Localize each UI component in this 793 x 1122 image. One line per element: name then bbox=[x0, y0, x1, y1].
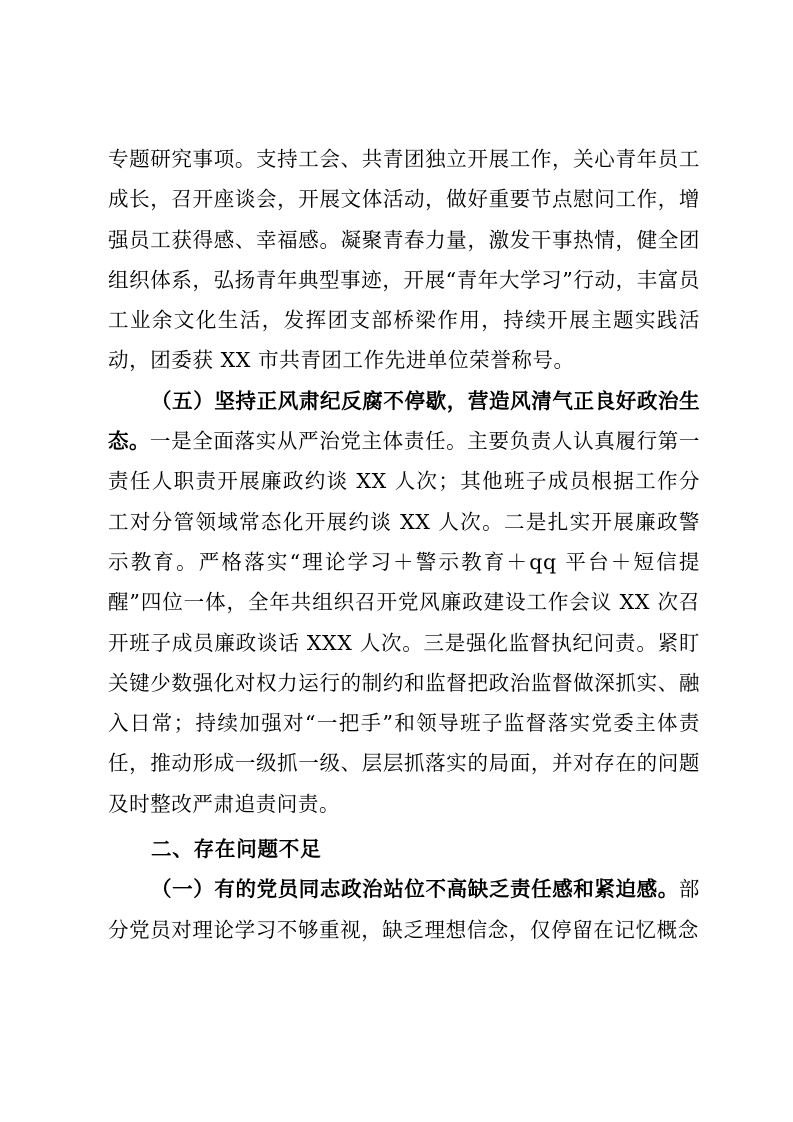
paragraph-problem-one bbox=[108, 869, 700, 950]
paragraph-integrity-heading: （五）坚持正风肃纪反腐不停歇，营造风清气正良好政治生态。 bbox=[108, 388, 700, 454]
section-heading-problems: 二、存在问题不足 bbox=[151, 837, 322, 862]
paragraph-youth-work bbox=[108, 139, 700, 381]
paragraph-youth-work-text: 专题研究事项。支持工会、共青团独立开展工作，关心青年员工成长，召开座谈会，开展文体活动，做好重要节点慰问工作，增强员工获得感、幸福感。凝聚青春力量，激发干事热情，健全团组织体系，弘扬青年典型事迹，开展“青年大学习”行动，丰富员工业余文化生活，发挥团支部桥梁作用，持续开展主题实践活动，团委获 XX 市共青团工作先进单位荣誉称号。 bbox=[108, 147, 700, 373]
paragraph-integrity bbox=[108, 381, 700, 824]
paragraph-problem-one-heading: （一）有的党员同志政治站位不高缺乏责任感和紧迫感。 bbox=[151, 877, 679, 902]
paragraph-integrity-text: 一是全面落实从严治党主体责任。主要负责人认真履行第一责任人职责开展廉政约谈 XX 人次；其他班子成员根据工作分工对分管领域常态化开展约谈 XX 人次。二是扎实开展廉政警示教育。严格落实“理论学习＋警示教育＋qq 平台＋短信提醒”四位一体，全年共组织召开党风廉政建设工作会议 XX 次召开班子成员廉政谈话 XXX 人次。三是强化监督执纪问责。紧盯关键少数强化对权力运行的制约和监督把政治监督做深抓实、融入日常；持续加强对“一把手”和领导班子监督落实党委主体责任，推动形成一级抓一级、层层抓落实的局面，并对存在的问题及时整改严肃追责问责。 bbox=[108, 429, 700, 816]
paragraph-problem-one-text: 部分党员对理论学习不够重视，缺乏理想信念，仅停留在记忆概念 bbox=[108, 877, 700, 942]
document-body bbox=[108, 139, 700, 950]
